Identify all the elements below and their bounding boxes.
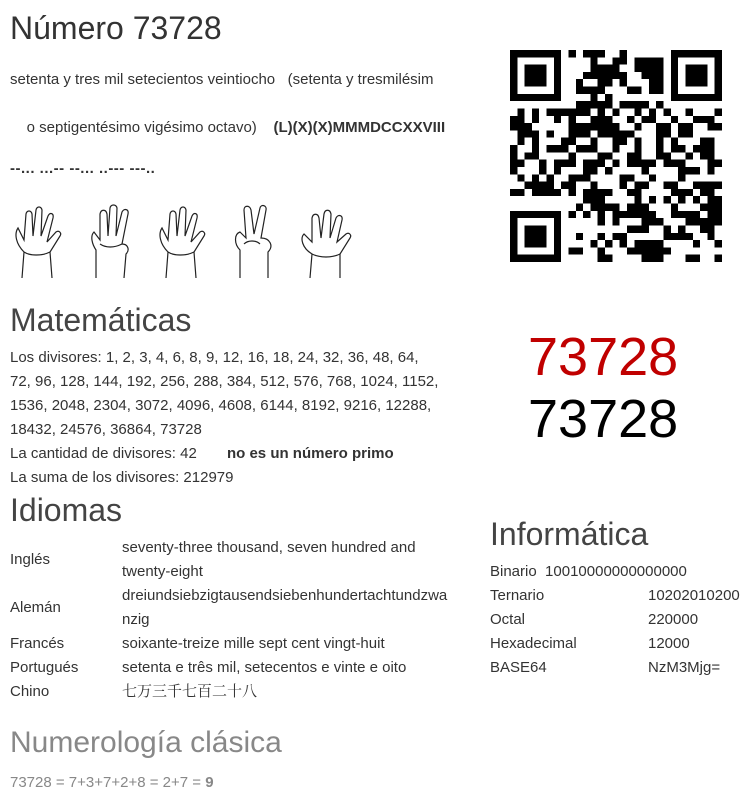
number-black: 73728 [528, 389, 679, 449]
divisors-line: Los divisores: 1, 2, 3, 4, 6, 8, 9, 12, 16, 18, 24, 32, 36, 48, 64, [10, 349, 419, 366]
table-row [490, 632, 740, 656]
table-row [10, 680, 480, 704]
language-name: Inglés [10, 551, 51, 568]
translation-line: dreiundsiebzigtausendsiebenhundertachtundzwa [122, 587, 448, 604]
table-row [490, 608, 740, 632]
translation-line: setenta e três mil, setecentos e vinte e oito [122, 659, 407, 676]
translation-line: twenty-eight [122, 563, 203, 580]
language-name: Alemán [10, 599, 61, 616]
table-row [10, 632, 480, 656]
qr-code-icon [510, 50, 722, 267]
divisor-sum: La suma de los divisores: 212979 [10, 469, 234, 486]
translation-line: 七万三千七百二十八 [122, 683, 258, 700]
section-title-math: Matemáticas [10, 302, 192, 338]
translation-line: seventy-three thousand, seven hundred and [122, 539, 416, 556]
number-in-words [10, 68, 480, 164]
three-fingers-hand-icon [82, 204, 140, 280]
eight-fingers-hand-icon [298, 204, 356, 280]
translation-line: soixante-treize mille sept cent vingt-huit [122, 635, 385, 652]
divisor-count: La cantidad de divisores: 42 [10, 445, 197, 462]
base-value: NzM3Mjg= [648, 659, 721, 676]
bases-table [490, 584, 740, 680]
roman-numeral: (L)(X)(X)MMMDCCXXVIII [273, 119, 446, 136]
table-row [10, 536, 480, 584]
binary-row [490, 560, 748, 584]
language-name: Chino [10, 683, 50, 700]
number-red: 73728 [528, 327, 679, 387]
divisors-line: 72, 96, 128, 144, 192, 256, 288, 384, 512, 576, 768, 1024, 1152, [10, 373, 439, 390]
languages-table [10, 536, 480, 704]
binary-value: 10010000000000000 [545, 563, 687, 580]
divisors-line: 1536, 2048, 2304, 3072, 4096, 4608, 6144, 8192, 9216, 12288, [10, 397, 432, 414]
math-section [10, 346, 490, 490]
table-row [490, 584, 740, 608]
base-label: BASE64 [490, 659, 547, 676]
numerology-formula [10, 774, 214, 791]
base-label: Hexadecimal [490, 635, 577, 652]
language-name: Portugués [10, 659, 79, 676]
base-value: 12000 [648, 635, 690, 652]
section-title-computing: Informática [490, 516, 649, 552]
base-label: Ternario [490, 587, 545, 604]
words-line-2: o septigentésimo vigésimo octavo) [26, 119, 257, 136]
translation-line: nzig [122, 611, 150, 628]
table-row [490, 656, 740, 680]
table-row [10, 656, 480, 680]
section-title-numerology: Numerología clásica [10, 726, 282, 759]
base-value: 10202010200 [648, 587, 740, 604]
words-line-1: setenta y tres mil setecientos veintiocho (setenta y tresmilésim [10, 71, 434, 88]
binary-label: Binario [490, 563, 537, 580]
language-name: Francés [10, 635, 65, 652]
base-value: 220000 [648, 611, 699, 628]
numerology-result: 9 [205, 774, 214, 791]
divisors-line: 18432, 24576, 36864, 73728 [10, 421, 202, 438]
seven-fingers-hand-icon [10, 204, 68, 280]
hand-signs [10, 204, 356, 280]
base-label: Octal [490, 611, 526, 628]
seven-fingers-hand-icon [154, 204, 212, 280]
numerology-expression: 73728 = 7+3+7+2+8 = 2+7 = [10, 774, 206, 791]
section-title-languages: Idiomas [10, 492, 123, 528]
page-title: Número 73728 [10, 10, 222, 46]
two-fingers-hand-icon [226, 204, 284, 280]
table-row [10, 584, 480, 632]
prime-status: no es un número primo [226, 445, 394, 462]
morse-code: --... ...-- --... ..--- ---.. [10, 160, 156, 177]
